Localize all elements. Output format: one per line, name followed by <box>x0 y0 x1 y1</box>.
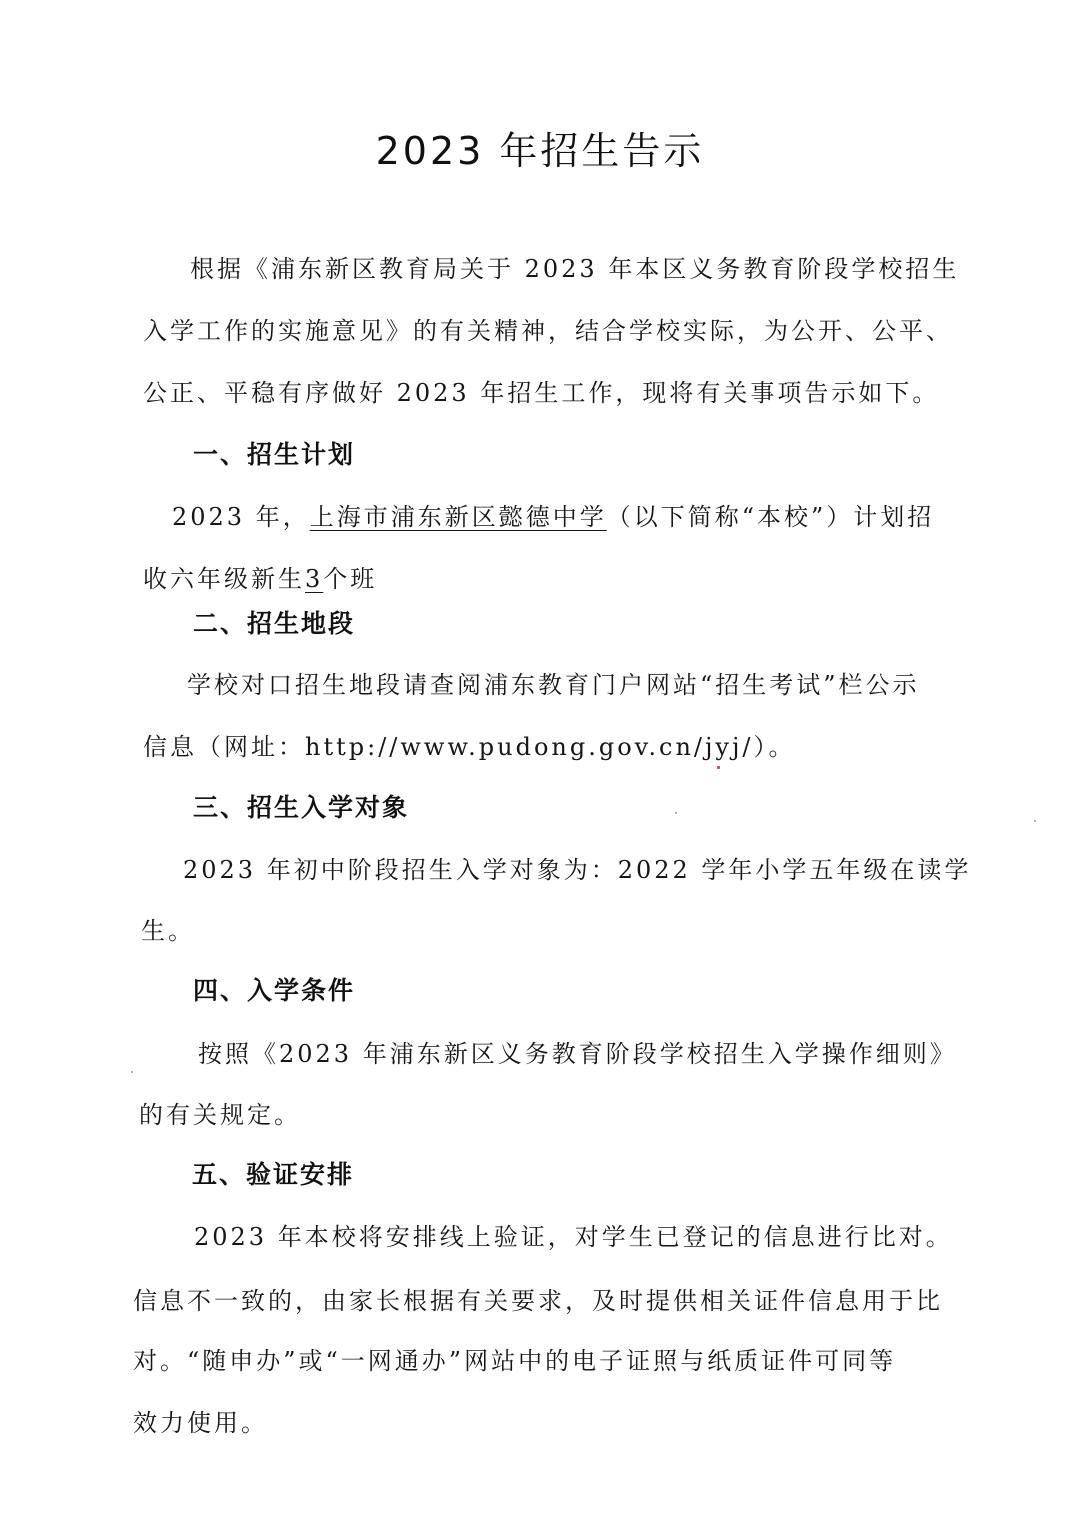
section-2-line-1: 学校对口招生地段请查阅浦东教育门户网站“招生考试”栏公示 <box>187 671 920 699</box>
section-4-line-2: 的有关规定。 <box>139 1101 301 1129</box>
section-1-line-2-post: 个班 <box>323 565 378 593</box>
school-name: 上海市浦东新区懿德中学 <box>309 503 607 531</box>
section-1-line-2 <box>143 564 377 594</box>
section-1-line-1-pre: 2023 年， <box>172 503 310 531</box>
section-5-line-3: 对。“随申办”或“一网通办”网站中的电子证照与纸质证件可同等 <box>133 1347 897 1375</box>
scan-speck <box>131 1071 133 1073</box>
scan-speck <box>675 812 677 814</box>
section-heading-enrollment-target: 三、招生入学对象 <box>193 793 410 822</box>
section-5-line-2: 信息不一致的，由家长根据有关要求，及时提供相关证件信息用于比 <box>133 1287 943 1315</box>
section-4-line-1: 按照《2023 年浦东新区义务教育阶段学校招生入学操作细则》 <box>198 1040 957 1068</box>
intro-line-2: 入学工作的实施意见》的有关精神，结合学校实际，为公开、公平、 <box>143 317 953 345</box>
section-heading-enrollment-plan: 一、招生计划 <box>193 440 356 469</box>
section-5-line-4: 效力使用。 <box>133 1409 268 1437</box>
section-heading-enrollment-area: 二、招生地段 <box>193 609 356 638</box>
class-count: 3 <box>305 565 324 593</box>
section-1-line-2-pre: 收六年级新生 <box>143 565 305 593</box>
section-1-line-1-post: （以下简称“本校”）计划招 <box>606 503 935 531</box>
document-title: 2023 年招生告示 <box>375 129 705 173</box>
section-heading-admission-conditions: 四、入学条件 <box>193 976 356 1005</box>
section-heading-verification: 五、验证安排 <box>192 1160 355 1189</box>
section-1-line-1 <box>172 502 934 532</box>
intro-line-1: 根据《浦东新区教育局关于 2023 年本区义务教育阶段学校招生 <box>190 255 960 283</box>
scan-speck <box>1034 820 1036 822</box>
section-2-line-2: 信息（网址：http://www.pudong.gov.cn/jyj/）。 <box>143 733 796 761</box>
section-3-line-2: 生。 <box>141 917 195 945</box>
scan-speck <box>717 766 720 769</box>
section-3-line-1: 2023 年初中阶段招生入学对象为：2022 学年小学五年级在读学 <box>183 856 972 884</box>
intro-line-3: 公正、平稳有序做好 2023 年招生工作，现将有关事项告示如下。 <box>143 379 940 407</box>
section-5-line-1: 2023 年本校将安排线上验证，对学生已登记的信息进行比对。 <box>194 1223 953 1251</box>
